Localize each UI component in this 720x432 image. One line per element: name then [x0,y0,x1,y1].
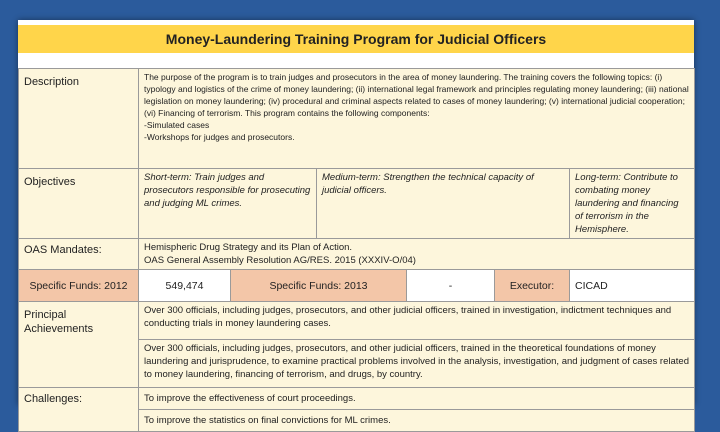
funds-2012-label: Specific Funds: 2012 [19,270,139,302]
mandates-cell [139,239,695,270]
program-table [18,68,695,432]
funds-2012-value: 549,474 [139,270,231,302]
mandates-row [19,239,695,270]
achievements-label: Principal Achievements [19,302,139,388]
description-label: Description [19,69,139,169]
objective-short-term: Short-term: Train judges and prosecutors responsible for prosecuting and judging ML crimes. [139,169,317,239]
page-title: Money-Laundering Training Program for Judicial Officers [18,25,694,53]
objectives-row [19,169,695,239]
objective-long-term: Long-term: Contribute to combating money laundering and financing of terrorism in the Hemisphere. [570,169,695,239]
description-text: The purpose of the program is to train judges and prosecutors in the area of money laundering. The training covers the following topics: (i) typology and logistics of the crime of money laundering; (ii) international legal framework and principles regulating money laundering; (iii) national legislation on money laundering; (iv) procedural and criminal aspects related to cases of money laundering; (v) international judicial cooperation; (vi) Financing of terrorism. This program contains the following components: [144,72,689,118]
slide [18,20,694,426]
objective-medium-term: Medium-term: Strengthen the technical capacity of judicial officers. [317,169,570,239]
mandates-label: OAS Mandates: [19,239,139,270]
executor-label: Executor: [495,270,570,302]
executor-value: CICAD [570,270,695,302]
objectives-label: Objectives [19,169,139,239]
achievement-item: Over 300 officials, including judges, prosecutors, and other judicial officers, trained in investigation, indictment techniques and conducting trials in money laundering cases. [139,302,695,340]
description-cell [139,69,695,169]
achievements-row-1 [19,302,695,340]
challenge-item: To improve the effectiveness of court proceedings. [139,388,695,410]
achievement-item: Over 300 officials, including judges, prosecutors, and other judicial officers, trained in the theoretical foundations of money laundering and jurisprudence, to examine practical problems involved in the analysis, investigation, and judgment of cases related to money laundering, financing of terrorism, and drugs, by country. [139,340,695,388]
mandate-1: Hemispheric Drug Strategy and its Plan of Action. [144,242,353,253]
description-component: -Simulated cases [144,120,210,130]
funds-row [19,270,695,302]
description-row [19,69,695,169]
funds-2013-label: Specific Funds: 2013 [231,270,407,302]
description-component: -Workshops for judges and prosecutors. [144,132,295,142]
funds-2013-value: - [407,270,495,302]
challenge-item: To improve the statistics on final convictions for ML crimes. [139,410,695,432]
challenges-row-1 [19,388,695,410]
challenges-label: Challenges: [19,388,139,432]
mandate-2: OAS General Assembly Resolution AG/RES. 2015 (XXXIV-O/04) [144,255,416,266]
